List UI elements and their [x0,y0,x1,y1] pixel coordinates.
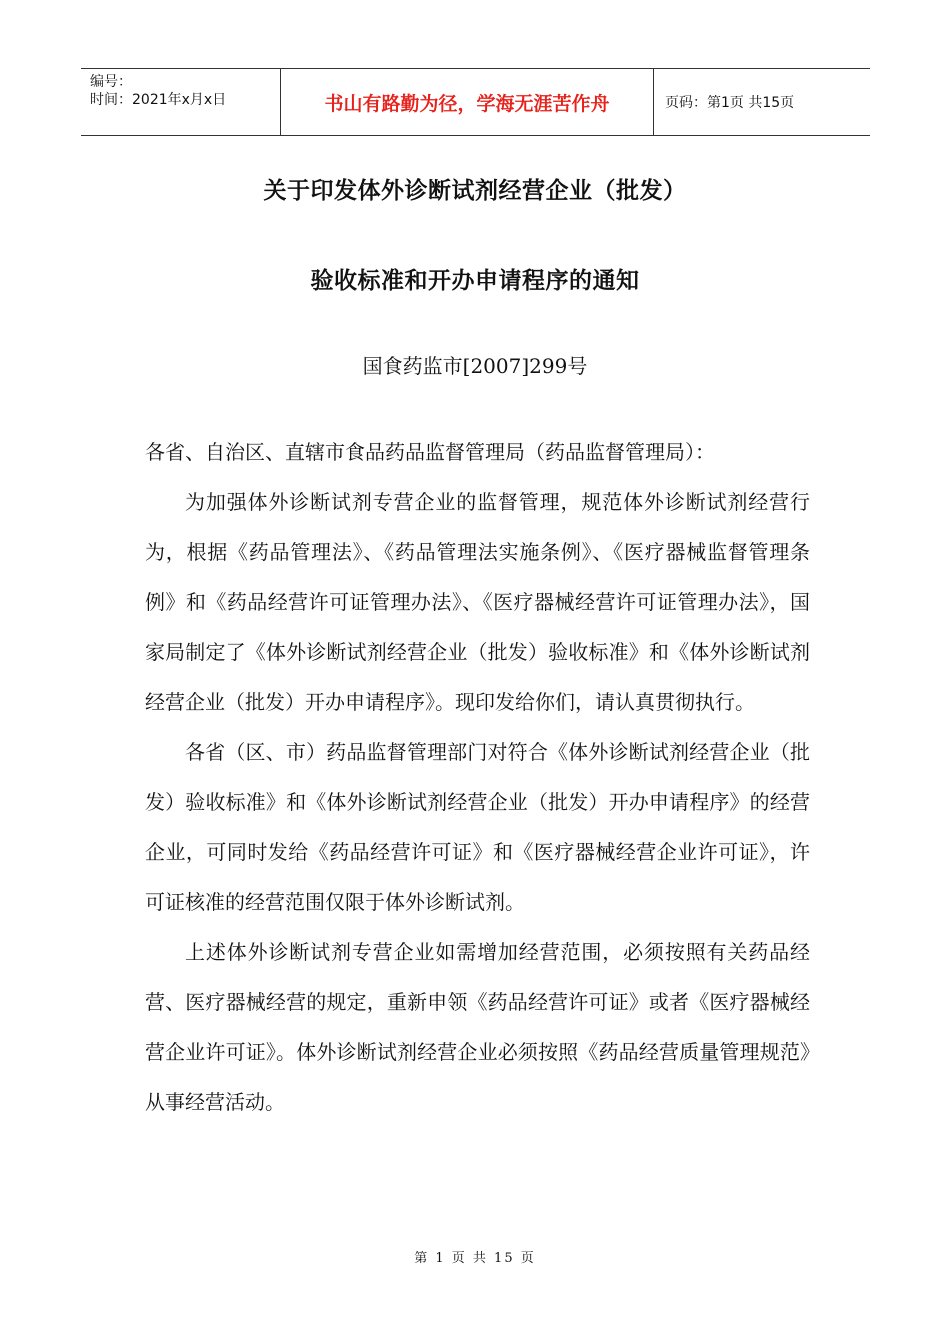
header-time-label: 时间：2021年x月x日 [90,92,227,108]
document-title-line-1: 关于印发体外诊断试剂经营企业（批发） [263,178,687,204]
header-motto: 书山有路勤为径，学海无涯苦作舟 [281,69,654,135]
document-body [145,477,810,1127]
page-header [81,68,870,136]
header-meta [81,69,281,135]
header-page-info: 页码：第1页 共15页 [665,95,795,111]
body-paragraph: 各省（区、市）药品监督管理部门对符合《体外诊断试剂经营企业（批发）验收标准》和《体外诊断试剂经营企业（批发）开办申请程序》的经营企业，可同时发给《药品经营许可证》和《医疗器械经营企业许可证》，许可证核准的经营范围仅限于体外诊断试剂。 [145,740,810,914]
document-title-line-2: 验收标准和开办申请程序的通知 [310,268,640,294]
header-number-label: 编号： [90,74,132,90]
body-paragraph: 为加强体外诊断试剂专营企业的监督管理，规范体外诊断试剂经营行为，根据《药品管理法》、《药品管理法实施条例》、《医疗器械监督管理条例》和《药品经营许可证管理办法》、《医疗器械经营许可证管理办法》，国家局制定了《体外诊断试剂经营企业（批发）验收标准》和《体外诊断试剂经营企业（批发）开办申请程序》。现印发给你们，请认真贯彻执行。 [145,490,810,714]
document-number: 国食药监市[2007]299号 [362,354,588,378]
addressee: 各省、自治区、直辖市食品药品监督管理局（药品监督管理局）： [145,440,715,464]
page-footer: 第 1 页 共 15 页 [414,1251,536,1266]
body-paragraph: 上述体外诊断试剂专营企业如需增加经营范围，必须按照有关药品经营、医疗器械经营的规定，重新申领《药品经营许可证》或者《医疗器械经营企业许可证》。体外诊断试剂经营企业必须按照《药品经营质量管理规范》从事经营活动。 [145,940,810,1114]
